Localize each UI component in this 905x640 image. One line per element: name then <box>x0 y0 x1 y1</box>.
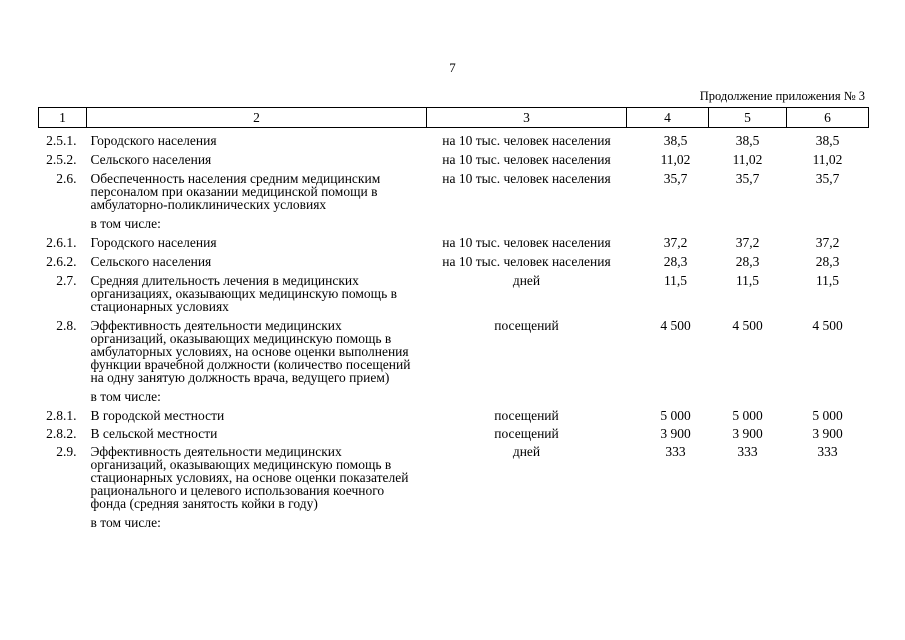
unit-cell: дней <box>512 273 541 288</box>
value-cell <box>787 217 869 236</box>
table-row <box>39 128 869 154</box>
table-row <box>39 427 869 445</box>
value-cell: 38,5 <box>815 133 840 148</box>
value-cell <box>709 516 787 535</box>
value-cell: 37,2 <box>735 235 760 250</box>
value-cell: 4 500 <box>812 318 843 333</box>
value-cell: 28,3 <box>663 254 688 269</box>
value-cell: 333 <box>665 444 686 459</box>
continuation-label: Продолжение приложения № 3 <box>699 89 865 103</box>
column-header: 6 <box>787 108 869 128</box>
row-number <box>39 217 87 236</box>
column-header: 2 <box>87 108 427 128</box>
value-cell: 11,02 <box>732 152 763 167</box>
unit-cell: посещений <box>494 318 559 333</box>
indicator-name: В городской местности <box>90 408 225 423</box>
table-row <box>39 255 869 274</box>
value-cell: 4 500 <box>660 318 691 333</box>
row-number: 2.5.2. <box>46 152 77 167</box>
value-cell: 333 <box>737 444 758 459</box>
unit-cell <box>427 217 627 236</box>
table-row <box>39 153 869 172</box>
row-number <box>39 390 87 409</box>
value-cell <box>709 390 787 409</box>
table-row <box>39 516 869 535</box>
value-cell: 11,5 <box>735 273 760 288</box>
row-number <box>39 516 87 535</box>
column-header: 3 <box>427 108 627 128</box>
value-cell <box>787 390 869 409</box>
table-row <box>39 217 869 236</box>
table-row <box>39 274 869 319</box>
column-header: 1 <box>39 108 87 128</box>
value-cell: 35,7 <box>663 171 688 186</box>
value-cell: 3 900 <box>732 426 763 441</box>
row-number: 2.6.2. <box>46 254 77 269</box>
value-cell: 11,5 <box>663 273 688 288</box>
value-cell: 28,3 <box>815 254 840 269</box>
indicator-name: В сельской местности <box>90 426 218 441</box>
indicators-table <box>38 107 869 535</box>
unit-cell <box>427 516 627 535</box>
row-number: 2.5.1. <box>46 133 77 148</box>
indicator-name: Эффективность деятельности медицинских организаций, оказывающих медицинскую помощь в амбулаторных условиях, на основе оценки выполнения функции врачебной должности (количество посещений на одну занятую должность врача, ведущего прием) <box>90 318 411 385</box>
row-number: 2.8.1. <box>46 408 77 423</box>
subheading-label: в том числе: <box>90 389 161 404</box>
unit-cell <box>427 390 627 409</box>
value-cell: 38,5 <box>735 133 760 148</box>
unit-cell: дней <box>512 444 541 459</box>
row-number: 2.6.1. <box>46 235 77 250</box>
indicator-name: Обеспеченность населения средним медицинским персоналом при оказании медицинской помощи в амбулаторно-поликлинических условиях <box>90 171 381 212</box>
value-cell <box>709 217 787 236</box>
table-row <box>39 236 869 255</box>
column-header: 5 <box>709 108 787 128</box>
indicator-name: Эффективность деятельности медицинских организаций, оказывающих медицинскую помощь в стационарных условиях, на основе оценки показателей рационального и целевого использования коечного фонда (средняя занятость койки в году) <box>90 444 409 511</box>
row-number: 2.8.2. <box>46 426 77 441</box>
row-number: 2.6. <box>56 171 77 186</box>
page-number: 7 <box>449 60 456 75</box>
unit-cell: посещений <box>494 426 559 441</box>
unit-cell: на 10 тыс. человек населения <box>442 254 611 269</box>
row-number: 2.8. <box>56 318 77 333</box>
value-cell: 11,02 <box>812 152 843 167</box>
value-cell <box>787 516 869 535</box>
indicator-name: Сельского населения <box>90 254 212 269</box>
row-number: 2.7. <box>56 273 77 288</box>
value-cell: 37,2 <box>663 235 688 250</box>
subheading-label: в том числе: <box>90 515 161 530</box>
value-cell: 35,7 <box>735 171 760 186</box>
column-header: 4 <box>627 108 709 128</box>
value-cell: 35,7 <box>815 171 840 186</box>
table-row <box>39 390 869 409</box>
value-cell: 11,02 <box>660 152 691 167</box>
indicator-name: Городского населения <box>90 235 217 250</box>
value-cell: 5 000 <box>660 408 691 423</box>
value-cell <box>627 217 709 236</box>
indicator-name: Средняя длительность лечения в медицинских организациях, оказывающих медицинскую помощь в стационарных условиях <box>90 273 397 314</box>
value-cell: 37,2 <box>815 235 840 250</box>
table-row <box>39 319 869 390</box>
value-cell: 11,5 <box>815 273 840 288</box>
value-cell: 3 900 <box>660 426 691 441</box>
indicator-name: Городского населения <box>90 133 217 148</box>
value-cell: 333 <box>817 444 838 459</box>
unit-cell: на 10 тыс. человек населения <box>442 171 611 186</box>
table-row <box>39 445 869 516</box>
value-cell <box>627 390 709 409</box>
value-cell: 5 000 <box>812 408 843 423</box>
indicator-name: Сельского населения <box>90 152 212 167</box>
table-row <box>39 409 869 427</box>
value-cell: 4 500 <box>732 318 763 333</box>
unit-cell: посещений <box>494 408 559 423</box>
unit-cell: на 10 тыс. человек населения <box>442 152 611 167</box>
table-row <box>39 172 869 217</box>
value-cell: 5 000 <box>732 408 763 423</box>
table-header-row <box>39 108 869 128</box>
row-number: 2.9. <box>56 444 77 459</box>
subheading-label: в том числе: <box>90 216 161 231</box>
value-cell: 38,5 <box>663 133 688 148</box>
unit-cell: на 10 тыс. человек населения <box>442 133 611 148</box>
value-cell: 28,3 <box>735 254 760 269</box>
value-cell: 3 900 <box>812 426 843 441</box>
unit-cell: на 10 тыс. человек населения <box>442 235 611 250</box>
value-cell <box>627 516 709 535</box>
